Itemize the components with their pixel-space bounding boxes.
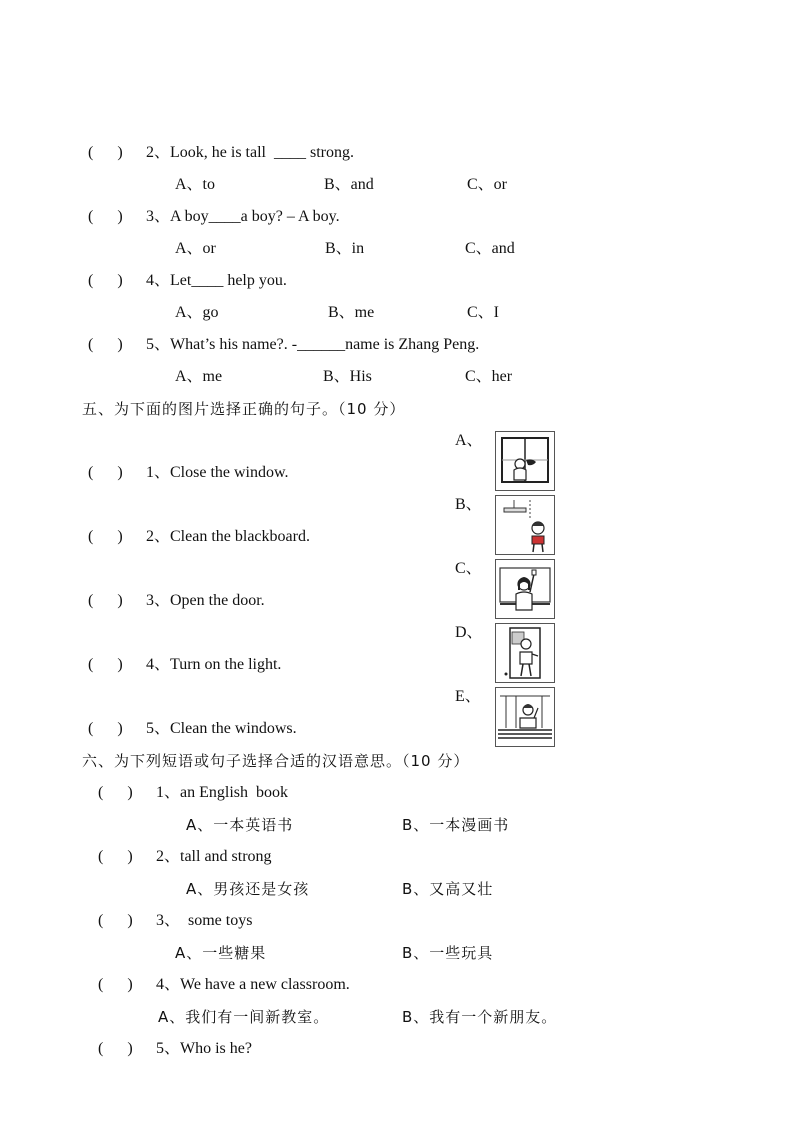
q2-paren[interactable]: ( ) <box>88 144 123 161</box>
s5-item5-paren[interactable]: ( ) <box>88 720 123 737</box>
s6-q2-text: 2、tall and strong <box>156 848 272 865</box>
s6-q4-option-b: B、我有一个新朋友。 <box>402 1008 558 1026</box>
s6-q3-option-b: B、一些玩具 <box>402 944 494 962</box>
s6-q1-option-b: B、一本漫画书 <box>402 816 510 834</box>
s6-q4-text: 4、We have a new classroom. <box>156 976 350 993</box>
s5-item5-text: 5、Clean the windows. <box>146 720 297 737</box>
picture-c-clean-blackboard-illustration <box>495 559 555 619</box>
s6-q3-text: 3、 some toys <box>156 912 253 929</box>
q4-option-a: A、go <box>175 304 219 321</box>
q2-option-a: A、to <box>175 176 216 193</box>
section6-heading: 六、为下列短语或句子选择合适的汉语意思。（10 分） <box>82 752 470 770</box>
picture-label-e: E、 <box>455 688 481 705</box>
q5-option-a: A、me <box>175 368 223 385</box>
picture-label-b: B、 <box>455 496 482 513</box>
s6-q1-option-a: A、一本英语书 <box>186 816 294 834</box>
q4-option-b: B、me <box>328 304 375 321</box>
s5-item3-paren[interactable]: ( ) <box>88 592 123 609</box>
s5-item3-text: 3、Open the door. <box>146 592 265 609</box>
s6-q5-paren[interactable]: ( ) <box>98 1040 133 1057</box>
s6-q3-option-a: A、一些糖果 <box>175 944 267 962</box>
s5-item1-paren[interactable]: ( ) <box>88 464 123 481</box>
q3-option-b: B、in <box>325 240 365 257</box>
picture-label-c: C、 <box>455 560 482 577</box>
q2-option-b: B、and <box>324 176 374 193</box>
q3-option-a: A、or <box>175 240 216 257</box>
q5-stem: 5、What’s his name?. -______name is Zhang Peng. <box>146 336 480 353</box>
q2-stem: 2、Look, he is tall ____ strong. <box>146 144 354 161</box>
section5-heading: 五、为下面的图片选择正确的句子。（10 分） <box>82 400 406 418</box>
s5-item2-paren[interactable]: ( ) <box>88 528 123 545</box>
q4-paren[interactable]: ( ) <box>88 272 123 289</box>
s6-q2-option-a: A、男孩还是女孩 <box>186 880 310 898</box>
s5-item1-text: 1、Close the window. <box>146 464 289 481</box>
s5-item4-text: 4、Turn on the light. <box>146 656 282 673</box>
s6-q1-text: 1、an English book <box>156 784 288 801</box>
s6-q2-paren[interactable]: ( ) <box>98 848 133 865</box>
s6-q3-paren[interactable]: ( ) <box>98 912 133 929</box>
s6-q2-option-b: B、又高又壮 <box>402 880 494 898</box>
q2-option-c: C、or <box>467 176 508 193</box>
s6-q1-paren[interactable]: ( ) <box>98 784 133 801</box>
picture-e-clean-windows-illustration <box>495 687 555 747</box>
s6-q4-option-a: A、我们有一间新教室。 <box>158 1008 330 1026</box>
s6-q5-text: 5、Who is he? <box>156 1040 252 1057</box>
picture-label-a: A、 <box>455 432 483 449</box>
q3-option-c: C、and <box>465 240 515 257</box>
q4-option-c: C、I <box>467 304 500 321</box>
q5-option-b: B、His <box>323 368 372 385</box>
q3-paren[interactable]: ( ) <box>88 208 123 225</box>
s6-q4-paren[interactable]: ( ) <box>98 976 133 993</box>
q5-paren[interactable]: ( ) <box>88 336 123 353</box>
q3-stem: 3、A boy____a boy? – A boy. <box>146 208 340 225</box>
q5-option-c: C、her <box>465 368 513 385</box>
picture-label-d: D、 <box>455 624 483 641</box>
s5-item4-paren[interactable]: ( ) <box>88 656 123 673</box>
picture-b-turn-on-light-illustration <box>495 495 555 555</box>
picture-d-open-door-illustration <box>495 623 555 683</box>
q4-stem: 4、Let____ help you. <box>146 272 287 289</box>
picture-a-close-window-illustration <box>495 431 555 491</box>
s5-item2-text: 2、Clean the blackboard. <box>146 528 310 545</box>
